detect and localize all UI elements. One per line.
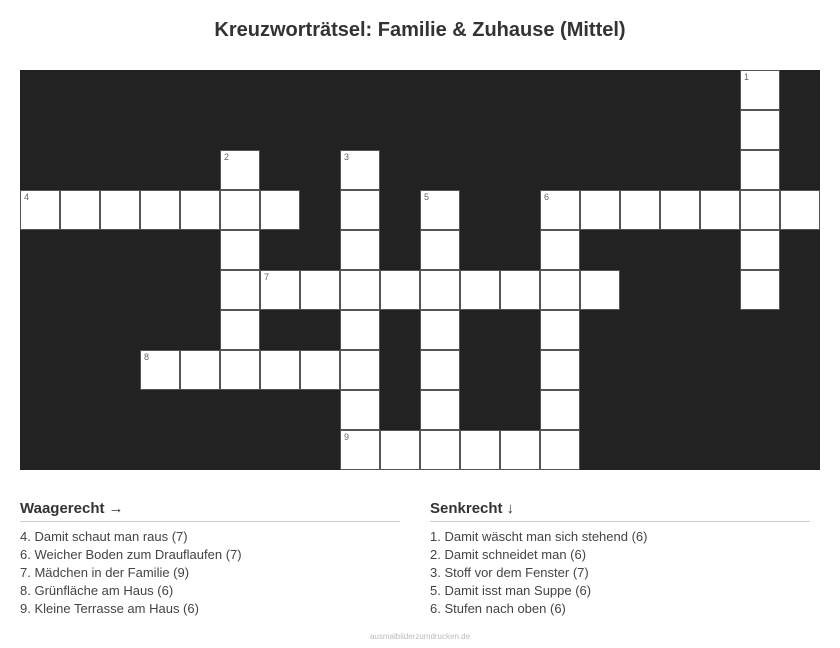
clue-number: 3 (344, 152, 350, 162)
grid-cell[interactable] (260, 270, 300, 310)
grid-cell[interactable] (540, 190, 580, 230)
down-clue: 5. Damit isst man Suppe (6) (430, 583, 592, 598)
down-arrow-icon: ↓ (506, 500, 515, 517)
crossword-grid (20, 70, 820, 470)
grid-cell[interactable] (340, 270, 380, 310)
grid-cell[interactable] (420, 270, 460, 310)
grid-cell[interactable] (380, 430, 420, 470)
clue-number: 4 (24, 192, 30, 202)
grid-cell[interactable] (220, 310, 260, 350)
grid-cell[interactable] (140, 350, 180, 390)
grid-cell[interactable] (460, 270, 500, 310)
clue-number: 8 (144, 352, 150, 362)
grid-cell[interactable] (780, 190, 820, 230)
grid-cell[interactable] (340, 190, 380, 230)
grid-cell[interactable] (100, 190, 140, 230)
grid-cell[interactable] (340, 310, 380, 350)
grid-cell[interactable] (460, 430, 500, 470)
grid-cell[interactable] (620, 190, 660, 230)
grid-cell[interactable] (420, 350, 460, 390)
across-clue: 8. Grünfläche am Haus (6) (20, 583, 174, 598)
grid-cell[interactable] (500, 270, 540, 310)
grid-cell[interactable] (140, 190, 180, 230)
grid-cell[interactable] (20, 190, 60, 230)
grid-cell[interactable] (180, 190, 220, 230)
across-heading-label: Waagerecht (20, 500, 105, 517)
grid-cell[interactable] (540, 350, 580, 390)
grid-cell[interactable] (340, 230, 380, 270)
grid-cell[interactable] (740, 270, 780, 310)
clue-number: 7 (264, 272, 270, 282)
clue-number: 6 (544, 192, 550, 202)
clues-across-section (20, 499, 400, 618)
down-clue-list (430, 528, 810, 618)
clues-down-section (430, 499, 810, 618)
clue-number: 1 (744, 72, 750, 82)
grid-cell[interactable] (60, 190, 100, 230)
clue-number: 9 (344, 432, 350, 442)
grid-cell[interactable] (580, 190, 620, 230)
grid-cell[interactable] (220, 150, 260, 190)
grid-cell[interactable] (740, 70, 780, 110)
right-arrow-icon: → (108, 500, 124, 517)
grid-cell[interactable] (420, 310, 460, 350)
grid-cell[interactable] (420, 230, 460, 270)
across-clue: 6. Weicher Boden zum Drauflaufen (7) (20, 547, 242, 562)
grid-cell[interactable] (220, 190, 260, 230)
grid-cell[interactable] (380, 270, 420, 310)
grid-cell[interactable] (740, 150, 780, 190)
down-clue: 3. Stoff vor dem Fenster (7) (430, 565, 589, 580)
grid-cell[interactable] (740, 190, 780, 230)
grid-cell[interactable] (300, 350, 340, 390)
grid-cell[interactable] (420, 190, 460, 230)
down-clue: 6. Stufen nach oben (6) (430, 601, 566, 616)
grid-cell[interactable] (300, 270, 340, 310)
puzzle-title: Kreuzworträtsel: Familie & Zuhause (Mittel) (214, 19, 626, 41)
grid-cell[interactable] (580, 270, 620, 310)
grid-cell[interactable] (340, 430, 380, 470)
grid-cell[interactable] (220, 230, 260, 270)
grid-cell[interactable] (500, 430, 540, 470)
across-clue-list (20, 528, 400, 618)
grid-cell[interactable] (540, 230, 580, 270)
grid-cell[interactable] (340, 390, 380, 430)
footer-credit: ausmalbilderzumdrucken.de (369, 632, 471, 641)
grid-cell[interactable] (540, 390, 580, 430)
down-clue: 1. Damit wäscht man sich stehend (6) (430, 529, 648, 544)
grid-cell[interactable] (420, 390, 460, 430)
grid-cell[interactable] (340, 350, 380, 390)
grid-cell[interactable] (220, 350, 260, 390)
across-clue: 9. Kleine Terrasse am Haus (6) (20, 601, 199, 616)
across-clue: 7. Mädchen in der Familie (9) (20, 565, 190, 580)
grid-cell[interactable] (700, 190, 740, 230)
grid-cell[interactable] (540, 270, 580, 310)
down-heading-label: Senkrecht (430, 500, 503, 517)
grid-cell[interactable] (740, 110, 780, 150)
grid-cell[interactable] (180, 350, 220, 390)
grid-cell[interactable] (740, 230, 780, 270)
grid-cell[interactable] (420, 430, 460, 470)
down-heading (430, 499, 810, 522)
grid-cell[interactable] (540, 310, 580, 350)
across-heading (20, 499, 400, 522)
clue-number: 5 (424, 192, 430, 202)
across-clue: 4. Damit schaut man raus (7) (20, 529, 188, 544)
down-clue: 2. Damit schneidet man (6) (430, 547, 587, 562)
grid-cell[interactable] (260, 350, 300, 390)
grid-cell[interactable] (540, 430, 580, 470)
grid-cell[interactable] (660, 190, 700, 230)
clue-number: 2 (224, 152, 230, 162)
grid-cell[interactable] (260, 190, 300, 230)
grid-cell[interactable] (340, 150, 380, 190)
grid-cell[interactable] (220, 270, 260, 310)
